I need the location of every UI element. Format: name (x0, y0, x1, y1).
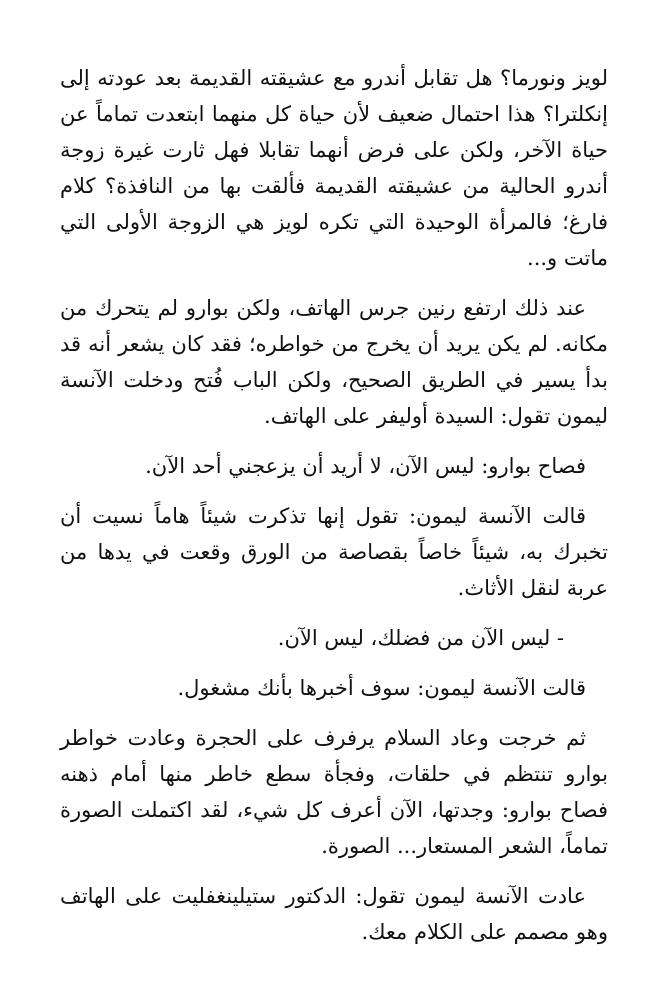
paragraph-4: قالت الآنسة ليمون: تقول إنها تذكرت شيئاً هاماً نسيت أن تخبرك به، شيئاً خاصاً بقصاصة من الورق وقعت في يدها من عربة لنقل الأثاث. (60, 504, 608, 600)
paragraph-2: عند ذلك ارتفع رنين جرس الهاتف، ولكن بوارو لم يتحرك من مكانه. لم يكن يريد أن يخرج من خواطره؛ فقد كان يشعر أنه قد بدأ يسير في الطريق الصحيح، ولكن الباب فُتح ودخلت الآنسة ليمون تقول: السيدة أوليفر على الهاتف. (60, 296, 608, 428)
paragraph-1: لويز ونورما؟ هل تقابل أندرو مع عشيقته القديمة بعد عودته إلى إنكلترا؟ هذا احتمال ضعيف لأن حياة كل منهما ابتعدت تماماً عن حياة الآخر، ولكن على فرض أنهما تقابلا فهل ثارت غيرة زوجة أندرو الحالية من عشيقته القديمة فألقت بها من النافذة؟ كلام فارغ؛ فالمرأة الوحيدة التي تكره لويز هي الزوجة الأولى التي ماتت و... (60, 66, 608, 270)
paragraph-3: فصاح بوارو: ليس الآن، لا أريد أن يزعجني أحد الآن. (145, 454, 586, 478)
paragraph-7: ثم خرجت وعاد السلام يرفرف على الحجرة وعادت خواطر بوارو تنتظم في حلقات، وفجأة سطع خاطر منها أمام ذهنه فصاح بوارو: وجدتها، الآن أعرف كل شيء، لقد اكتملت الصورة تماماً، الشعر المستعار... الصورة. (60, 726, 608, 858)
paragraph-6: قالت الآنسة ليمون: سوف أخبرها بأنك مشغول. (177, 676, 586, 700)
page-text-body (60, 60, 608, 964)
paragraph-8: عادت الآنسة ليمون تقول: الدكتور ستيلينغفليت على الهاتف وهو مصمم على الكلام معك. (60, 884, 608, 944)
paragraph-5: - ليس الآن من فضلك، ليس الآن. (277, 626, 564, 650)
